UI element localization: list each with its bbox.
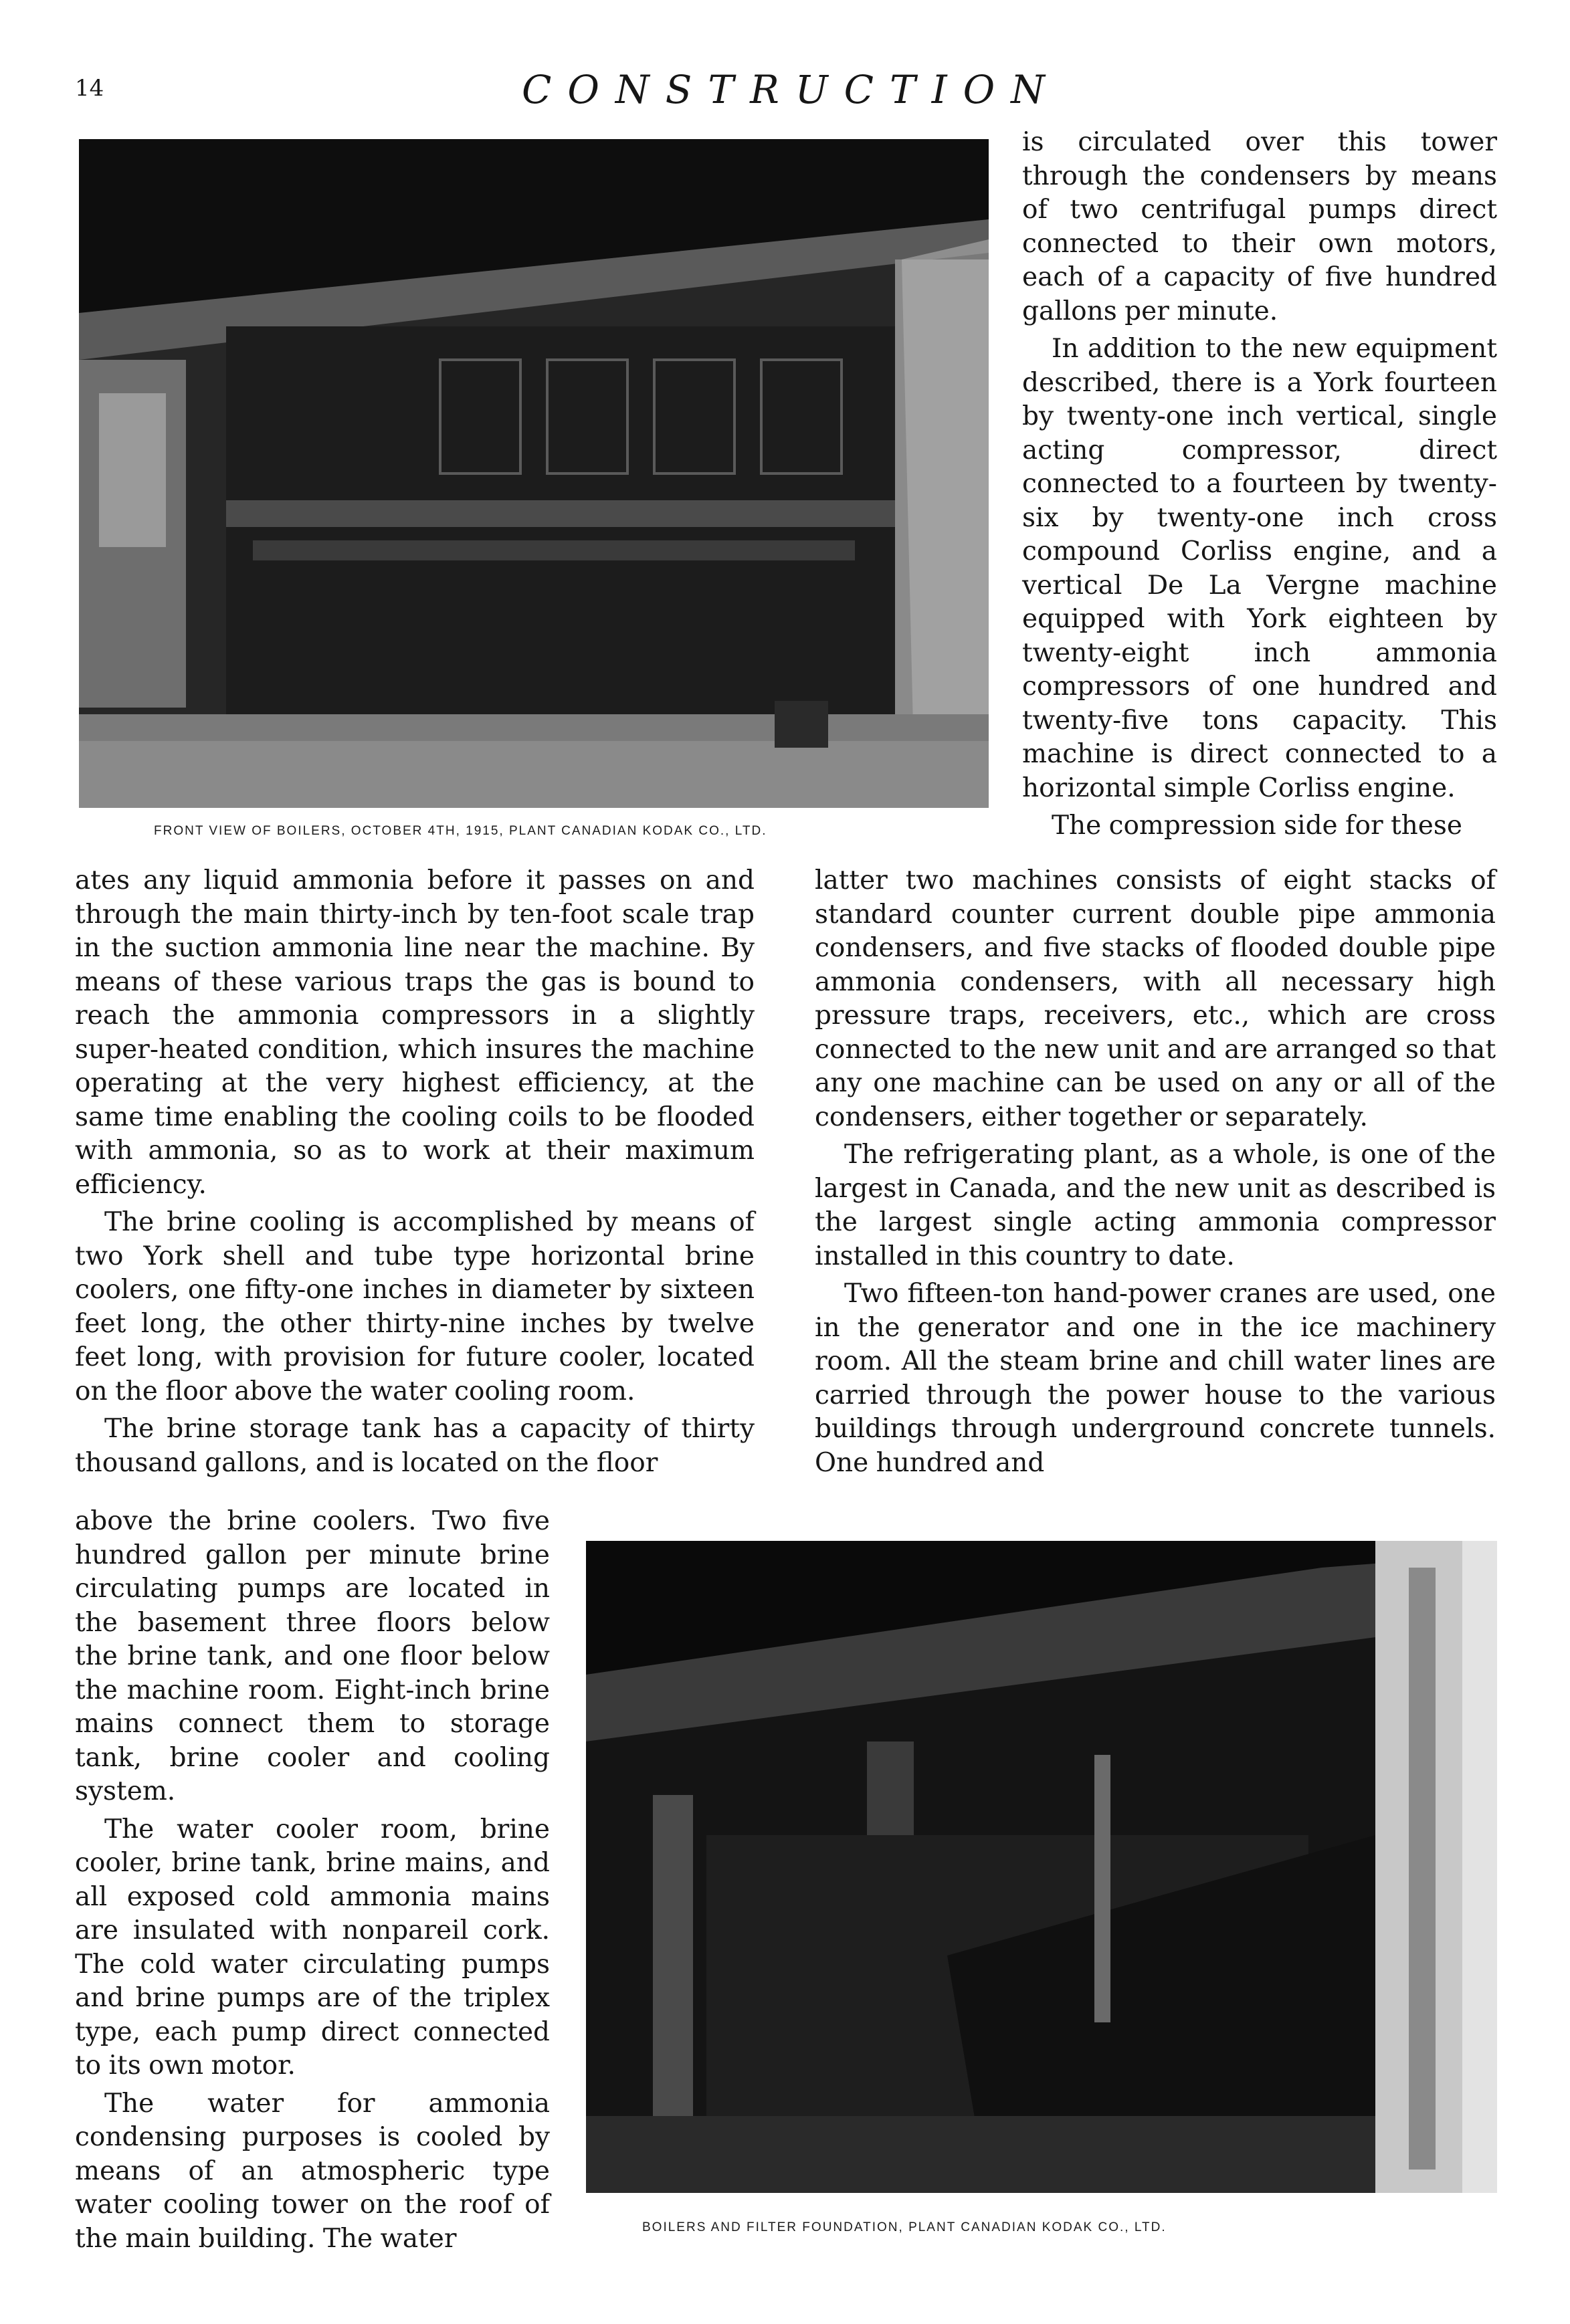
paragraph: The brine storage tank has a capacity of thirty thousand gallons, and is located on the floor xyxy=(75,1414,755,1478)
photo-boilers-front-view xyxy=(79,139,989,808)
paragraph: ates any liquid ammonia before it passes on and through the main thirty-inch by ten-foot scale trap in the suction ammonia line near the machine. By means of these various traps the gas is bound to reach the ammonia compressors in a slightly super-heated condition, which insures the machine operating at the very highest efficiency, at the same time enabling the cooling coils to be flooded with ammonia, so as to work at their maximum efficiency. xyxy=(75,865,755,1200)
figure-caption-top: FRONT VIEW OF BOILERS, OCTOBER 4TH, 1915, PLANT CANADIAN KODAK CO., LTD. xyxy=(154,824,767,838)
paragraph: The brine cooling is accomplished by means of two York shell and tube type horizontal brine coolers, one fifty-one inches in diameter by sixteen feet long, the other thirty-nine inches by twelve feet long, with provision for future cooler, located on the floor above the water cooling room. xyxy=(75,1207,755,1406)
paragraph: The water cooler room, brine cooler, brine tank, brine mains, and all exposed cold ammonia mains are insulated with nonpareil cork. The cold water circulating pumps and brine pumps are of the triplex type, each pump direct connected to its own motor. xyxy=(75,1814,550,2081)
paragraph: latter two machines consists of eight stacks of standard counter current double pipe ammonia condensers, and five stacks of flooded double pipe ammonia condensers, with all necessary high pressure traps, receivers, etc., which are cross connected to the new unit and are arranged so that any one machine can be used on any or all of the condensers, either together or separately. xyxy=(815,865,1496,1132)
text-column-left-narrow xyxy=(75,1505,550,2256)
paragraph: The water for ammonia condensing purposes is cooled by means of an atmospheric type water cooling tower on the roof of the main building. The water xyxy=(75,2088,550,2254)
paragraph: above the brine coolers. Two five hundred gallon per minute brine circulating pumps are located in the basement three floors below the brine tank, and one floor below the machine room. Eight-inch brine mains connect them to storage tank, brine cooler and cooling system. xyxy=(75,1506,550,1806)
paragraph: The compression side for these xyxy=(1052,811,1462,841)
paragraph: is circulated over this tower through the condensers by means of two centrifugal pumps direct connected to their own motors, each of a capacity of five hundred gallons per minute. xyxy=(1022,127,1497,326)
page-number: 14 xyxy=(75,75,104,102)
paragraph: The refrigerating plant, as a whole, is one of the largest in Canada, and the new unit as described is the largest single acting ammonia compressor installed in this country to date. xyxy=(815,1140,1496,1271)
paragraph: In addition to the new equipment described, there is a York fourteen by twenty-one inch vertical, single acting compressor, direct connected to a fourteen by twenty-six by twenty-one inch cross compound Corliss engine, and a vertical De La Vergne machine equipped with York eighteen by twenty-eight inch ammonia compressors of one hundred and twenty-five tons capacity. This machine is direct connected to a horizontal simple Corliss engine. xyxy=(1022,334,1497,803)
text-column-left xyxy=(75,864,755,1480)
photo-boilers-filter-foundation xyxy=(586,1541,1497,2193)
paragraph: Two fifteen-ton hand-power cranes are used, one in the generator and one in the ice machinery room. All the steam brine and chill water lines are carried through the power house to the various buildings through underground concrete tunnels. One hundred and xyxy=(815,1279,1496,1478)
text-column-right-top xyxy=(1022,126,1497,843)
text-column-right xyxy=(815,864,1496,1480)
figure-caption-bottom: BOILERS AND FILTER FOUNDATION, PLANT CANADIAN KODAK CO., LTD. xyxy=(642,2220,1167,2234)
running-header: CONSTRUCTION xyxy=(522,67,1061,112)
